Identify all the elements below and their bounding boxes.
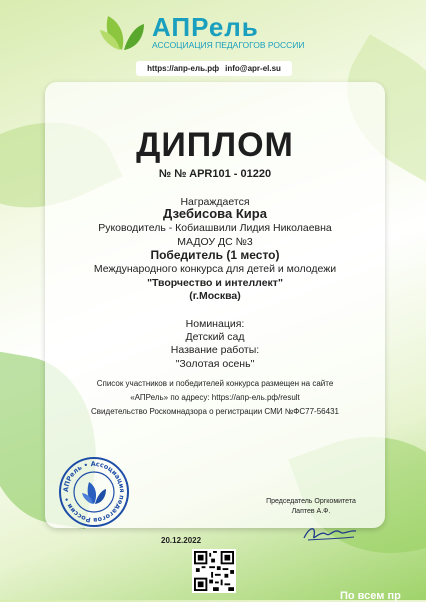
leaves-logo-icon	[100, 10, 146, 52]
seal-icon	[58, 456, 130, 528]
organization: МАДОУ ДС №3	[177, 236, 253, 248]
chair-name: Лаптев А.Ф.	[291, 508, 331, 515]
contest-name: "Творчество и интеллект"	[147, 277, 283, 289]
email-link[interactable]: info@apr-el.su	[225, 64, 281, 73]
qr-code-icon[interactable]	[192, 549, 236, 593]
signature-icon	[300, 522, 360, 544]
logo	[100, 10, 330, 52]
nomination-value: Детский сад	[185, 331, 245, 343]
diploma-number: № № APR101 - 01220	[158, 168, 272, 180]
chair-block	[256, 497, 366, 517]
note-line-2: «АПРель» по адресу: https://апр-ель.рф/result	[130, 393, 300, 402]
svg-text:АПРель • Ассоциация педагогов: АПРель • Ассоциация педагогов России •	[61, 459, 127, 525]
work-label: Название работы:	[170, 344, 260, 356]
issue-date: 20.12.2022	[161, 536, 202, 545]
note-line-1: Список участников и победителей конкурса размещен на сайте	[96, 379, 334, 388]
supervisor: Руководитель - Кобиашвили Лидия Николаевна	[98, 222, 332, 234]
nomination-label: Номинация:	[185, 318, 245, 330]
logo-title: АПРель	[152, 12, 259, 42]
contest-city: (г.Москва)	[189, 290, 241, 302]
contest-type: Международного конкурса для детей и молодежи	[93, 263, 337, 275]
chair-title: Председатель Оргкомитета	[266, 498, 356, 505]
logo-subtitle: АССОЦИАЦИЯ ПЕДАГОГОВ РОССИИ	[152, 40, 305, 50]
place: Победитель (1 место)	[150, 248, 280, 262]
work-title: "Золотая осень"	[175, 358, 255, 370]
awarded-label: Награждается	[180, 196, 250, 208]
site-link[interactable]: https://апр-ель.рф	[147, 64, 220, 73]
recipient-name: Дзебисова Кира	[163, 206, 267, 221]
note-line-3: Свидетельство Роскомнадзора о регистрации СМИ №ФС77-56431	[91, 407, 339, 416]
corner-note: По всем пр	[340, 590, 401, 602]
diploma-title: ДИПЛОМ	[136, 126, 294, 164]
contacts-bar	[136, 61, 292, 76]
